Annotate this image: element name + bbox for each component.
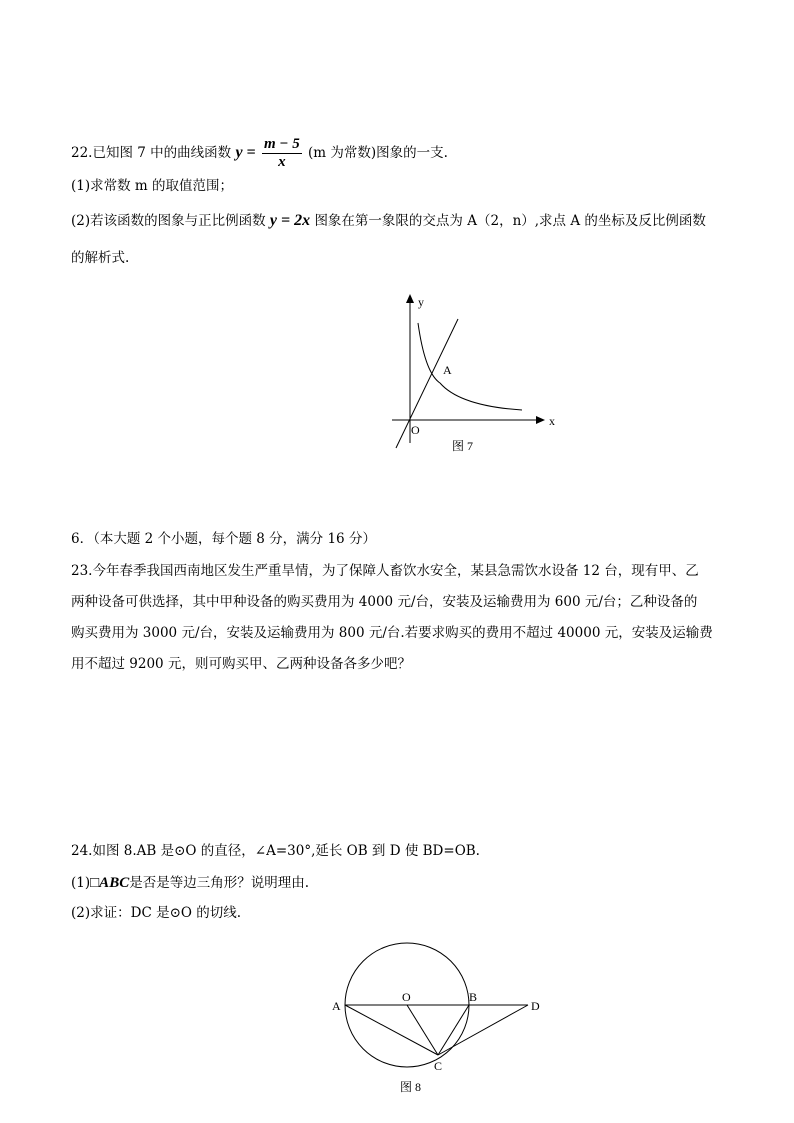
q22-part2-line1 [71,212,706,230]
q22-fraction-numerator: m − 5 [263,136,300,152]
q22-part2-a: (2)若该函数的图象与正比例函数 [71,213,266,229]
q22-fraction-denominator: x [278,154,286,170]
label-o: O [402,990,411,1004]
figure-7 [380,288,570,458]
point-a-label: A [443,363,452,377]
label-b: B [469,990,478,1004]
section-6-heading: 6．（本大题 2 个小题，每个题 8 分，满分 16 分） [71,531,376,547]
segment-bc [438,1005,469,1055]
q24-line-1: 24.如图 8.AB 是⊙O 的直径，∠A=30°,延长 OB 到 D 使 BD=OB. [71,843,480,859]
q22-part1: (1)求常数 m 的取值范围； [71,178,234,194]
hyperbola-curve [418,323,522,410]
q22-part2-line2: 的解析式. [71,250,130,266]
y-axis-label: y [418,295,424,309]
q23-line-2: 两种设备可供选择，其中甲种设备的购买费用为 4000 元/台，安装及运输费用为 600 元/台；乙种设备的 [71,594,698,610]
label-a: A [332,999,341,1013]
line-y-2x [396,319,458,448]
origin-label: O [411,423,420,437]
x-axis-arrow-icon [536,416,545,424]
q24-part2: (2)求证：DC 是⊙O 的切线. [71,905,242,921]
x-axis-label: x [549,414,555,428]
segment-dc [438,1005,528,1055]
q23-line-1: 23.今年春季我国西南地区发生严重旱情，为了保障人畜饮水安全，某县急需饮水设备 12 台，现有甲、乙 [71,563,699,579]
q24-part1-suffix: 是否是等边三角形？说明理由. [129,875,309,891]
q22-part2-func: y = 2x [269,212,311,229]
q23-line-3: 购买费用为 3000 元/台，安装及运输费用为 800 元/台.若要求购买的费用不超过 40000 元，安装及运输费 [71,625,713,641]
figure-8-caption: 图 8 [400,1080,422,1094]
q22-part2-b: 图象在第一象限的交点为 A（2，n）,求点 A 的坐标及反比例函数 [314,213,706,229]
segment-ac [345,1005,438,1055]
q22-func-y: y = [235,144,256,161]
figure-8 [325,935,555,1100]
q23-line-4: 用不超过 9200 元，则可购买甲、乙两种设备各多少吧？ [71,656,411,672]
q22-suffix: (m 为常数)图象的一支. [308,145,448,161]
q24-part1-prefix: (1) [71,875,91,891]
q22-prefix: 22.已知图 7 中的曲线函数 [71,145,232,161]
label-d: D [531,999,540,1013]
segment-oc [407,1005,438,1055]
q24-part1-math: □ABC [90,875,130,891]
y-axis-arrow-icon [406,294,414,303]
q24-part1 [71,874,309,892]
figure-7-caption: 图 7 [452,439,474,453]
q22-statement [71,136,448,171]
label-c: C [434,1059,443,1073]
q22-fraction [262,136,302,171]
